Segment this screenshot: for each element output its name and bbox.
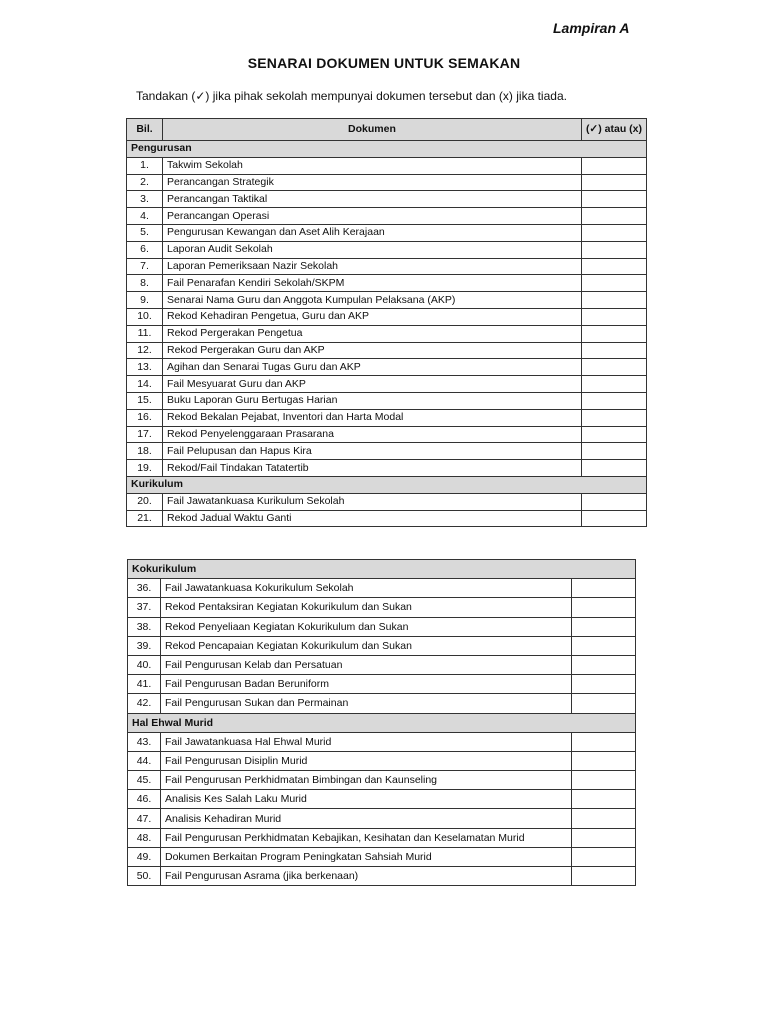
document-name: Rekod Penyeliaan Kegiatan Kokurikulum dan Sukan xyxy=(161,617,572,636)
row-number: 38. xyxy=(128,617,161,636)
row-number: 41. xyxy=(128,675,161,694)
check-cell[interactable] xyxy=(581,426,646,443)
table-row xyxy=(127,292,647,309)
document-name: Fail Jawatankuasa Kurikulum Sekolah xyxy=(163,493,582,510)
check-cell[interactable] xyxy=(581,208,646,225)
table-row xyxy=(127,157,647,174)
table-row xyxy=(127,376,647,393)
row-number: 20. xyxy=(127,493,163,510)
table-row xyxy=(128,771,636,790)
row-number: 15. xyxy=(127,392,163,409)
document-name: Analisis Kehadiran Murid xyxy=(161,809,572,828)
row-number: 10. xyxy=(127,308,163,325)
table-row xyxy=(128,675,636,694)
check-cell[interactable] xyxy=(581,292,646,309)
section-title: Kokurikulum xyxy=(128,560,636,579)
row-number: 2. xyxy=(127,174,163,191)
document-name: Fail Pengurusan Sukan dan Permainan xyxy=(161,694,572,713)
table-row xyxy=(128,598,636,617)
table-row xyxy=(128,636,636,655)
row-number: 50. xyxy=(128,867,161,886)
row-number: 46. xyxy=(128,790,161,809)
table-row xyxy=(128,867,636,886)
check-cell[interactable] xyxy=(581,325,646,342)
column-header-bil: Bil. xyxy=(127,119,163,141)
column-header-dokumen: Dokumen xyxy=(163,119,582,141)
table-row xyxy=(127,510,647,527)
row-number: 1. xyxy=(127,157,163,174)
document-checklist-table-1 xyxy=(126,118,647,527)
table-row xyxy=(127,409,647,426)
table-row xyxy=(127,308,647,325)
table-row xyxy=(127,359,647,376)
check-cell[interactable] xyxy=(581,493,646,510)
document-name: Rekod Kehadiran Pengetua, Guru dan AKP xyxy=(163,308,582,325)
row-number: 17. xyxy=(127,426,163,443)
appendix-label: Lampiran A xyxy=(553,20,630,36)
row-number: 39. xyxy=(128,636,161,655)
table-row xyxy=(128,694,636,713)
check-cell[interactable] xyxy=(581,376,646,393)
row-number: 12. xyxy=(127,342,163,359)
table-row xyxy=(127,493,647,510)
table-row xyxy=(127,325,647,342)
document-name: Fail Pengurusan Disiplin Murid xyxy=(161,751,572,770)
check-cell[interactable] xyxy=(581,510,646,527)
check-cell[interactable] xyxy=(572,732,636,751)
row-number: 43. xyxy=(128,732,161,751)
document-name: Perancangan Taktikal xyxy=(163,191,582,208)
check-cell[interactable] xyxy=(572,598,636,617)
table-row xyxy=(127,174,647,191)
check-cell[interactable] xyxy=(581,174,646,191)
row-number: 5. xyxy=(127,224,163,241)
check-cell[interactable] xyxy=(581,258,646,275)
check-cell[interactable] xyxy=(572,809,636,828)
document-name: Senarai Nama Guru dan Anggota Kumpulan Pelaksana (AKP) xyxy=(163,292,582,309)
row-number: 40. xyxy=(128,655,161,674)
document-name: Fail Mesyuarat Guru dan AKP xyxy=(163,376,582,393)
table-row xyxy=(127,392,647,409)
check-cell[interactable] xyxy=(572,655,636,674)
check-cell[interactable] xyxy=(572,771,636,790)
table-row xyxy=(128,732,636,751)
row-number: 8. xyxy=(127,275,163,292)
check-cell[interactable] xyxy=(572,867,636,886)
table-row xyxy=(127,191,647,208)
check-cell[interactable] xyxy=(572,617,636,636)
table-row xyxy=(128,617,636,636)
table-row xyxy=(127,275,647,292)
document-name: Fail Pengurusan Asrama (jika berkenaan) xyxy=(161,867,572,886)
document-name: Laporan Pemeriksaan Nazir Sekolah xyxy=(163,258,582,275)
section-row xyxy=(128,560,636,579)
check-cell[interactable] xyxy=(581,342,646,359)
check-cell[interactable] xyxy=(581,359,646,376)
row-number: 14. xyxy=(127,376,163,393)
table-row xyxy=(127,224,647,241)
row-number: 42. xyxy=(128,694,161,713)
check-cell[interactable] xyxy=(581,308,646,325)
table-row xyxy=(127,241,647,258)
row-number: 13. xyxy=(127,359,163,376)
check-cell[interactable] xyxy=(581,443,646,460)
document-name: Analisis Kes Salah Laku Murid xyxy=(161,790,572,809)
table-row xyxy=(128,751,636,770)
document-title: SENARAI DOKUMEN UNTUK SEMAKAN xyxy=(247,55,521,71)
row-number: 49. xyxy=(128,847,161,866)
section-row xyxy=(128,713,636,732)
table-header-row xyxy=(127,119,647,141)
check-cell[interactable] xyxy=(581,275,646,292)
table-row xyxy=(127,460,647,477)
row-number: 19. xyxy=(127,460,163,477)
row-number: 18. xyxy=(127,443,163,460)
document-name: Dokumen Berkaitan Program Peningkatan Sahsiah Murid xyxy=(161,847,572,866)
document-name: Takwim Sekolah xyxy=(163,157,582,174)
check-cell[interactable] xyxy=(572,828,636,847)
document-name: Pengurusan Kewangan dan Aset Alih Kerajaan xyxy=(163,224,582,241)
check-cell[interactable] xyxy=(581,157,646,174)
check-cell[interactable] xyxy=(572,675,636,694)
document-name: Fail Pengurusan Perkhidmatan Bimbingan dan Kaunseling xyxy=(161,771,572,790)
section-title: Pengurusan xyxy=(127,141,647,158)
check-cell[interactable] xyxy=(581,392,646,409)
document-name: Rekod Pencapaian Kegiatan Kokurikulum dan Sukan xyxy=(161,636,572,655)
table-row xyxy=(127,443,647,460)
check-cell[interactable] xyxy=(581,241,646,258)
row-number: 3. xyxy=(127,191,163,208)
row-number: 47. xyxy=(128,809,161,828)
instruction-text: Tandakan (✓) jika pihak sekolah mempunyai dokumen tersebut dan (x) jika tiada. xyxy=(136,89,567,103)
check-cell[interactable] xyxy=(572,579,636,598)
document-name: Fail Pengurusan Badan Beruniform xyxy=(161,675,572,694)
table-row xyxy=(127,426,647,443)
section-title: Hal Ehwal Murid xyxy=(128,713,636,732)
section-row xyxy=(127,476,647,493)
document-name: Agihan dan Senarai Tugas Guru dan AKP xyxy=(163,359,582,376)
check-cell[interactable] xyxy=(581,191,646,208)
row-number: 21. xyxy=(127,510,163,527)
document-name: Fail Pengurusan Kelab dan Persatuan xyxy=(161,655,572,674)
document-name: Rekod Pentaksiran Kegiatan Kokurikulum dan Sukan xyxy=(161,598,572,617)
row-number: 6. xyxy=(127,241,163,258)
check-cell[interactable] xyxy=(572,790,636,809)
document-name: Buku Laporan Guru Bertugas Harian xyxy=(163,392,582,409)
document-name: Rekod/Fail Tindakan Tatatertib xyxy=(163,460,582,477)
check-cell[interactable] xyxy=(572,847,636,866)
document-name: Rekod Penyelenggaraan Prasarana xyxy=(163,426,582,443)
document-name: Laporan Audit Sekolah xyxy=(163,241,582,258)
check-cell[interactable] xyxy=(572,694,636,713)
table-row xyxy=(128,847,636,866)
document-name: Perancangan Operasi xyxy=(163,208,582,225)
table-row xyxy=(128,790,636,809)
row-number: 4. xyxy=(127,208,163,225)
check-cell[interactable] xyxy=(581,409,646,426)
row-number: 16. xyxy=(127,409,163,426)
row-number: 37. xyxy=(128,598,161,617)
table-row xyxy=(128,809,636,828)
row-number: 48. xyxy=(128,828,161,847)
row-number: 36. xyxy=(128,579,161,598)
document-name: Fail Pengurusan Perkhidmatan Kebajikan, Kesihatan dan Keselamatan Murid xyxy=(161,828,572,847)
section-title: Kurikulum xyxy=(127,476,647,493)
document-name: Rekod Pergerakan Guru dan AKP xyxy=(163,342,582,359)
check-cell[interactable] xyxy=(572,751,636,770)
check-cell[interactable] xyxy=(581,224,646,241)
table-row xyxy=(128,655,636,674)
table-row xyxy=(127,342,647,359)
document-checklist-table-2 xyxy=(127,559,636,886)
table-row xyxy=(128,828,636,847)
column-header-check: (✓) atau (x) xyxy=(581,119,646,141)
row-number: 44. xyxy=(128,751,161,770)
row-number: 45. xyxy=(128,771,161,790)
table-row xyxy=(127,258,647,275)
document-name: Fail Penarafan Kendiri Sekolah/SKPM xyxy=(163,275,582,292)
table-row xyxy=(128,579,636,598)
document-name: Fail Jawatankuasa Hal Ehwal Murid xyxy=(161,732,572,751)
row-number: 11. xyxy=(127,325,163,342)
check-cell[interactable] xyxy=(581,460,646,477)
row-number: 7. xyxy=(127,258,163,275)
section-row xyxy=(127,141,647,158)
document-name: Rekod Jadual Waktu Ganti xyxy=(163,510,582,527)
document-name: Rekod Bekalan Pejabat, Inventori dan Harta Modal xyxy=(163,409,582,426)
table-row xyxy=(127,208,647,225)
document-name: Rekod Pergerakan Pengetua xyxy=(163,325,582,342)
document-name: Perancangan Strategik xyxy=(163,174,582,191)
document-name: Fail Jawatankuasa Kokurikulum Sekolah xyxy=(161,579,572,598)
row-number: 9. xyxy=(127,292,163,309)
check-cell[interactable] xyxy=(572,636,636,655)
document-name: Fail Pelupusan dan Hapus Kira xyxy=(163,443,582,460)
